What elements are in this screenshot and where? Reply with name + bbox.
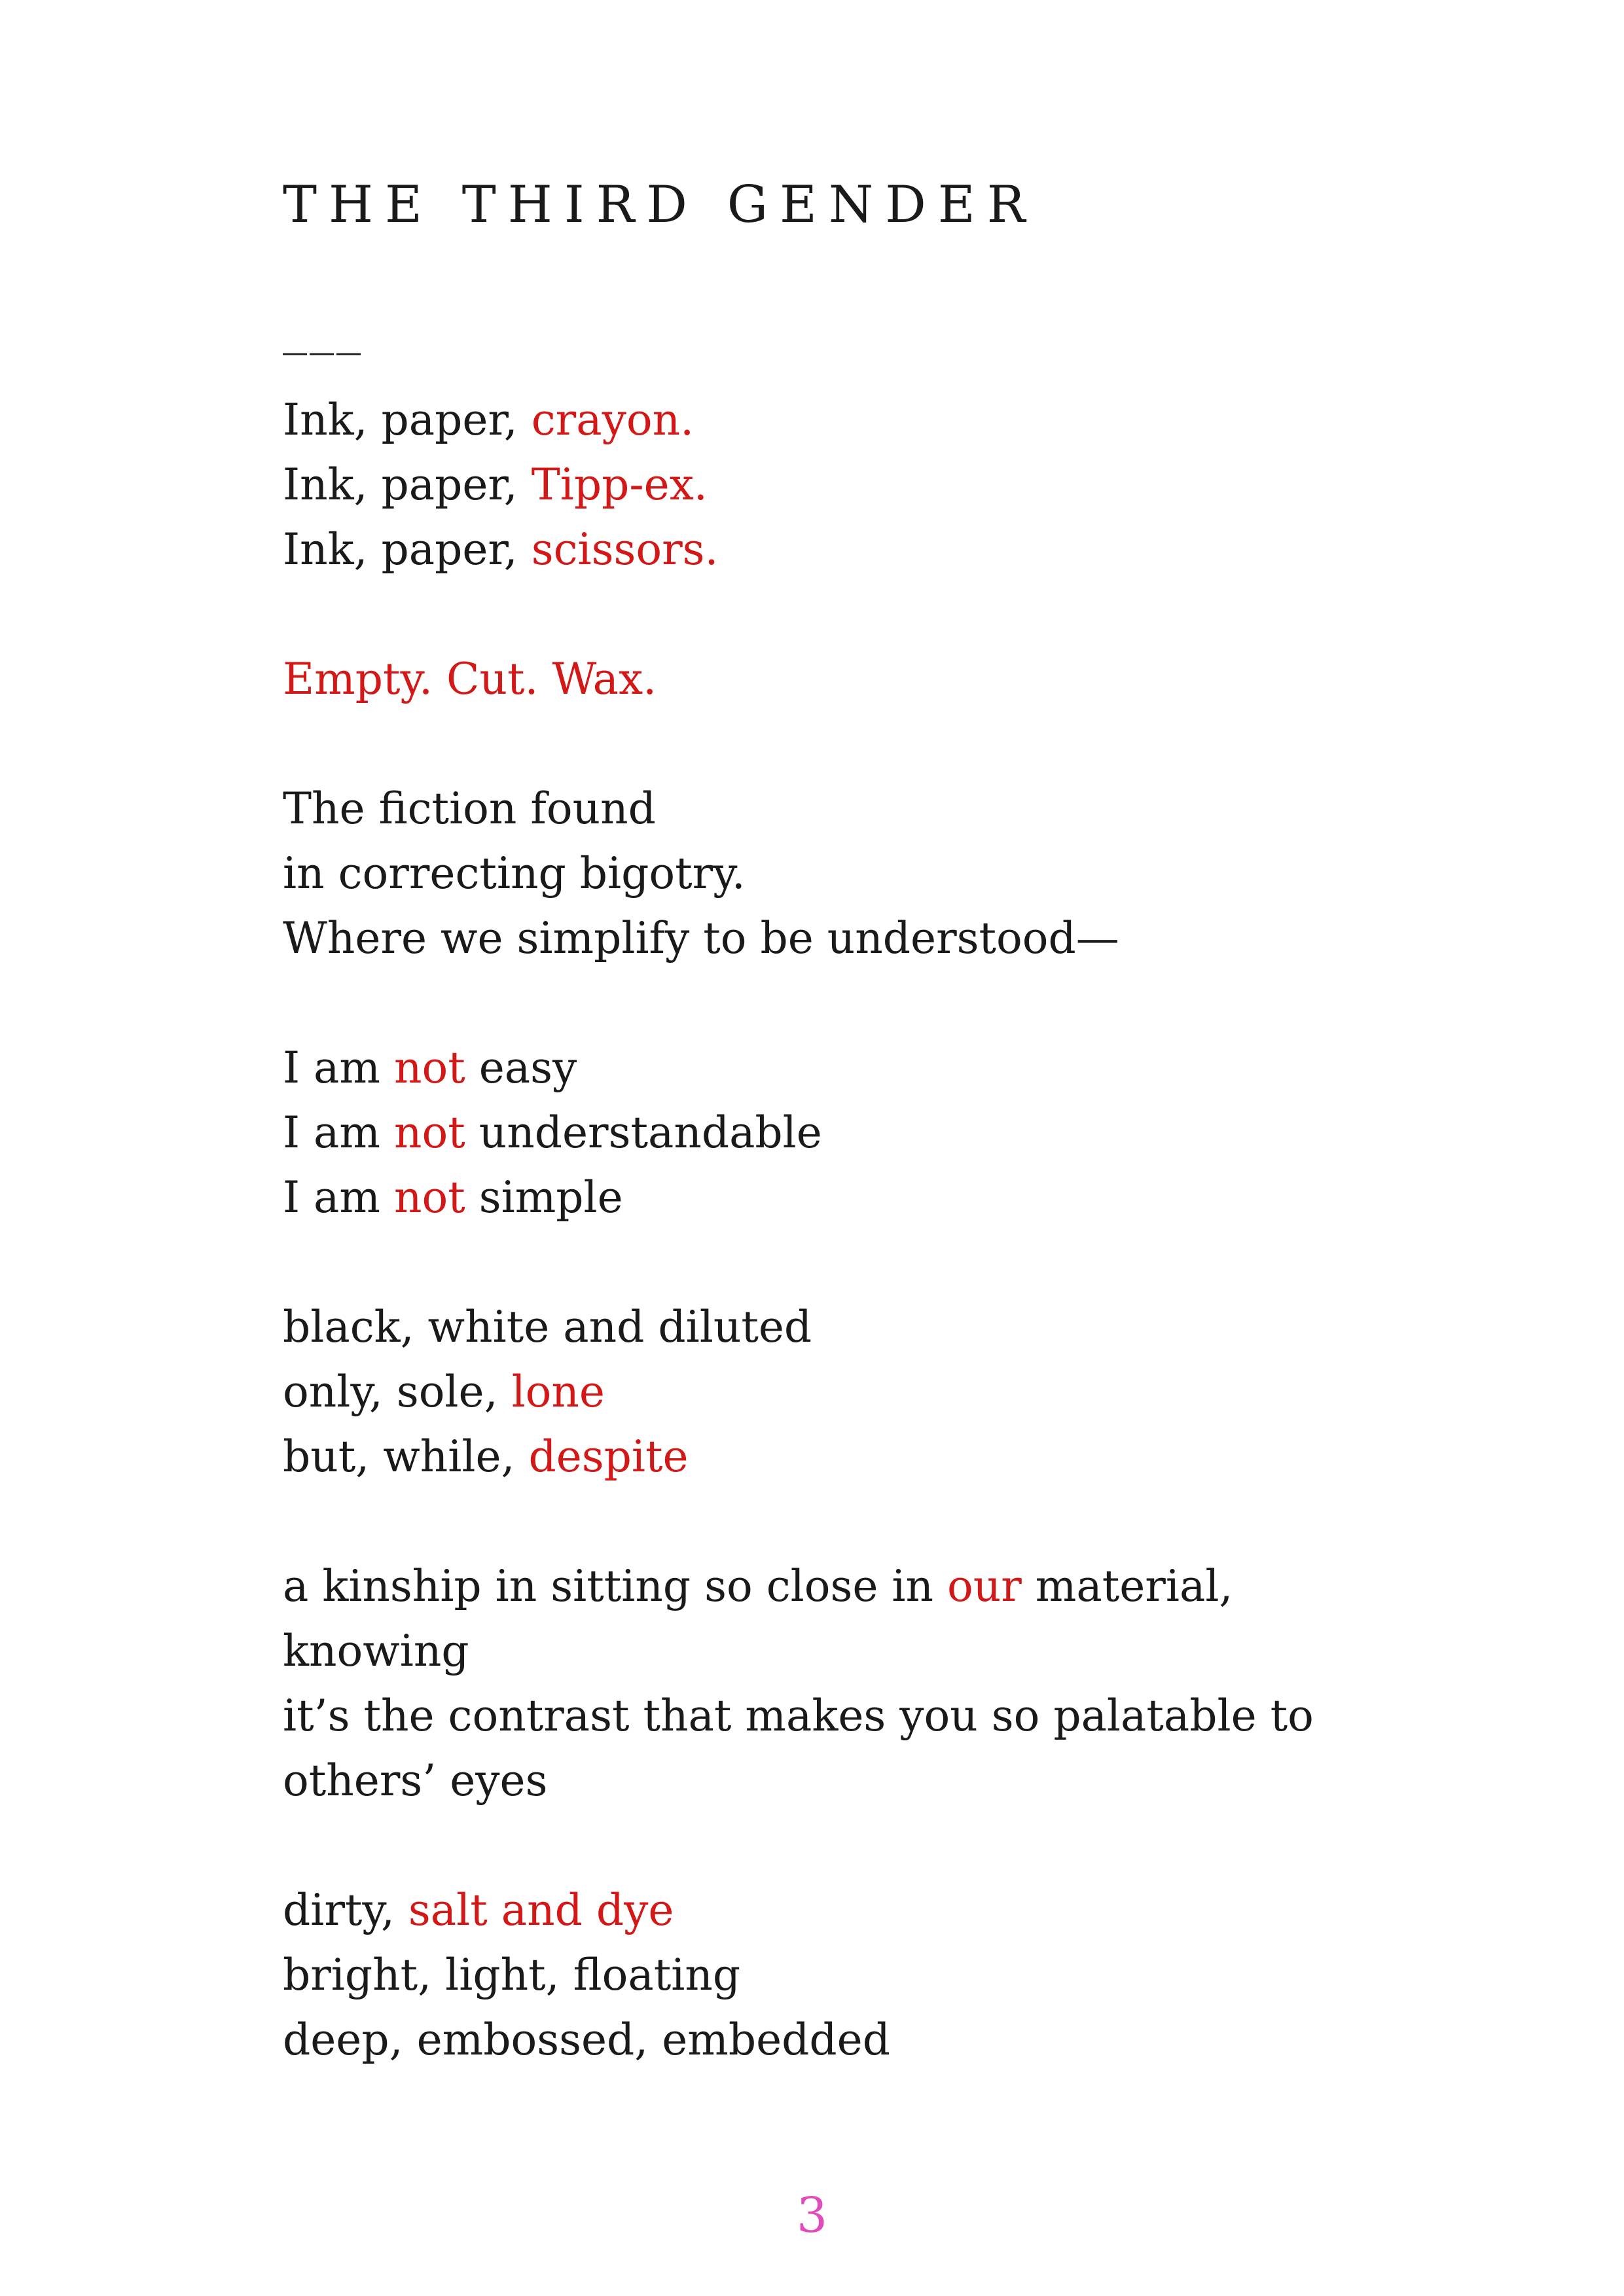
stanza-3 xyxy=(283,776,1526,971)
line-text: I am xyxy=(283,1172,394,1223)
poem-line xyxy=(283,1554,1526,1619)
poem-line xyxy=(283,1165,1526,1230)
poem-line: deep, embossed, embedded xyxy=(283,2015,890,2065)
line-text: I am xyxy=(283,1043,394,1093)
poem-line xyxy=(283,517,1526,582)
poem-line xyxy=(283,1359,1526,1424)
line-text: I am xyxy=(283,1107,394,1158)
line-text: simple xyxy=(465,1172,623,1223)
line-text: but, while, xyxy=(283,1431,529,1482)
poem-title: THE THIRD GENDER xyxy=(283,175,1038,234)
poem-line xyxy=(283,647,1526,711)
highlighted-text: scissors. xyxy=(531,524,719,575)
stanza-4 xyxy=(283,1035,1526,1230)
page-number: 3 xyxy=(796,2187,828,2244)
stanza-1 xyxy=(283,387,1526,582)
line-text: dirty, xyxy=(283,1885,408,1935)
line-text: only, sole, xyxy=(283,1367,512,1417)
line-text: a kinship in sitting so close in xyxy=(283,1561,948,1611)
poem-body xyxy=(283,387,1526,2137)
poem-line: black, white and diluted xyxy=(283,1302,812,1352)
poem-line: others’ eyes xyxy=(283,1755,548,1806)
line-text: material, xyxy=(1021,1561,1233,1611)
poem-line: bright, light, floating xyxy=(283,1950,741,2000)
stanza-2 xyxy=(283,647,1526,711)
line-text: Ink, paper, xyxy=(283,524,532,575)
poem-line: knowing xyxy=(283,1626,469,1676)
poem-line xyxy=(283,1035,1526,1100)
highlighted-text: Tipp-ex. xyxy=(531,459,708,510)
poem-line xyxy=(283,387,1526,452)
line-text: Ink, paper, xyxy=(283,395,532,445)
highlighted-text: crayon. xyxy=(531,395,695,445)
highlighted-text: lone xyxy=(511,1367,605,1417)
highlighted-text: salt and dye xyxy=(408,1885,674,1935)
poem-line xyxy=(283,1878,1526,1943)
poem-line: The fiction found xyxy=(283,783,656,834)
poem-line xyxy=(283,452,1526,517)
line-text: understandable xyxy=(465,1107,822,1158)
poem-line: it’s the contrast that makes you so palatable to xyxy=(283,1691,1314,1741)
poem-line xyxy=(283,1100,1526,1165)
line-text: Ink, paper, xyxy=(283,459,532,510)
stanza-5 xyxy=(283,1295,1526,1489)
highlighted-text: not xyxy=(393,1172,465,1223)
poem-line: Where we simplify to be understood— xyxy=(283,913,1119,963)
highlighted-text: not xyxy=(393,1107,465,1158)
highlighted-text: Empty. Cut. Wax. xyxy=(283,654,657,704)
poem-line xyxy=(283,1424,1526,1489)
stanza-7 xyxy=(283,1878,1526,2072)
stanza-6 xyxy=(283,1554,1526,1813)
line-text: easy xyxy=(465,1043,577,1093)
highlighted-text: our xyxy=(947,1561,1022,1611)
title-divider: ___ xyxy=(283,299,363,355)
poem-line: in correcting bigotry. xyxy=(283,848,746,899)
highlighted-text: not xyxy=(393,1043,465,1093)
highlighted-text: despite xyxy=(528,1431,689,1482)
